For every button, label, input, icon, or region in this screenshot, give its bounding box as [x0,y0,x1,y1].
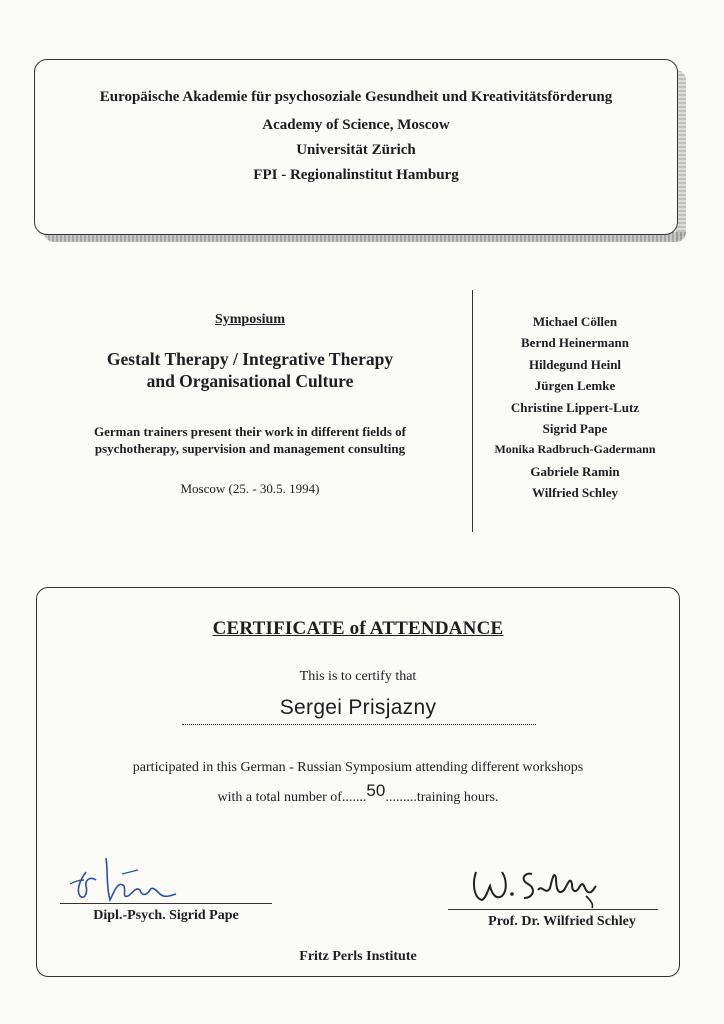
recipient-name: Sergei Prisjazny [279,696,437,719]
symposium-title-line2: and Organisational Culture [146,371,354,391]
symposium-description-line2: psychotherapy, supervision and management consulting [94,441,406,456]
signatory-right-name: Prof. Dr. Wilfried Schley [488,914,636,929]
symposium-description-line1: German trainers present their work in different fields of [94,424,406,439]
header-fpi-hamburg: FPI - Regionalinstitut Hamburg [253,167,459,183]
signature-sigrid-pape [66,850,206,910]
hours-suffix: training hours. [416,790,499,805]
hours-prefix: with a total number of [217,790,342,805]
participation-text: participated in this German - Russian Symposium attending different workshops [132,760,584,775]
symposium-description [40,423,460,457]
symposium-title [40,348,460,392]
signature-line-right [448,909,658,910]
trainer-name: Michael Cöllen [532,314,618,329]
hours-dots-after: ......... [385,790,417,805]
trainer-name: Bernd Heinermann [521,335,629,351]
header-academy-moscow: Academy of Science, Moscow [262,117,450,133]
training-hours-value: 50 [366,781,386,800]
trainer-name: Wilfried Schley [531,485,619,501]
signature-line-left [60,903,272,904]
hours-dots-before: ....... [341,790,367,805]
symposium-dates: Moscow (25. - 30.5. 1994) [180,481,320,496]
trainer-name: Gabriele Ramin [530,463,620,479]
institute-name: Fritz Perls Institute [299,949,417,964]
column-divider [472,290,473,532]
header-university-zurich: Universität Zürich [296,142,416,158]
certificate-title: CERTIFICATE of ATTENDANCE [212,618,504,639]
certify-text: This is to certify that [299,669,417,684]
training-hours-line [36,781,680,806]
header-academy-europe: Europäische Akademie für psychosoziale Gesundheit und Kreativitätsförderung [99,89,613,105]
trainer-name: Monika Radbruch-Gadermann [494,442,656,457]
signatory-left-name: Dipl.-Psych. Sigrid Pape [93,908,239,923]
trainer-name: Sigrid Pape [542,421,608,437]
trainer-name: Christine Lippert-Lutz [510,399,640,415]
symposium-title-line1: Gestalt Therapy / Integrative Therapy [106,349,394,369]
recipient-dotted-line [182,724,536,725]
signature-wilfried-schley [466,850,616,910]
symposium-label: Symposium [214,312,286,327]
trainer-list [476,311,674,504]
trainer-name: Hildegund Heinl [528,356,622,372]
trainer-name: Jürgen Lemke [534,378,616,394]
